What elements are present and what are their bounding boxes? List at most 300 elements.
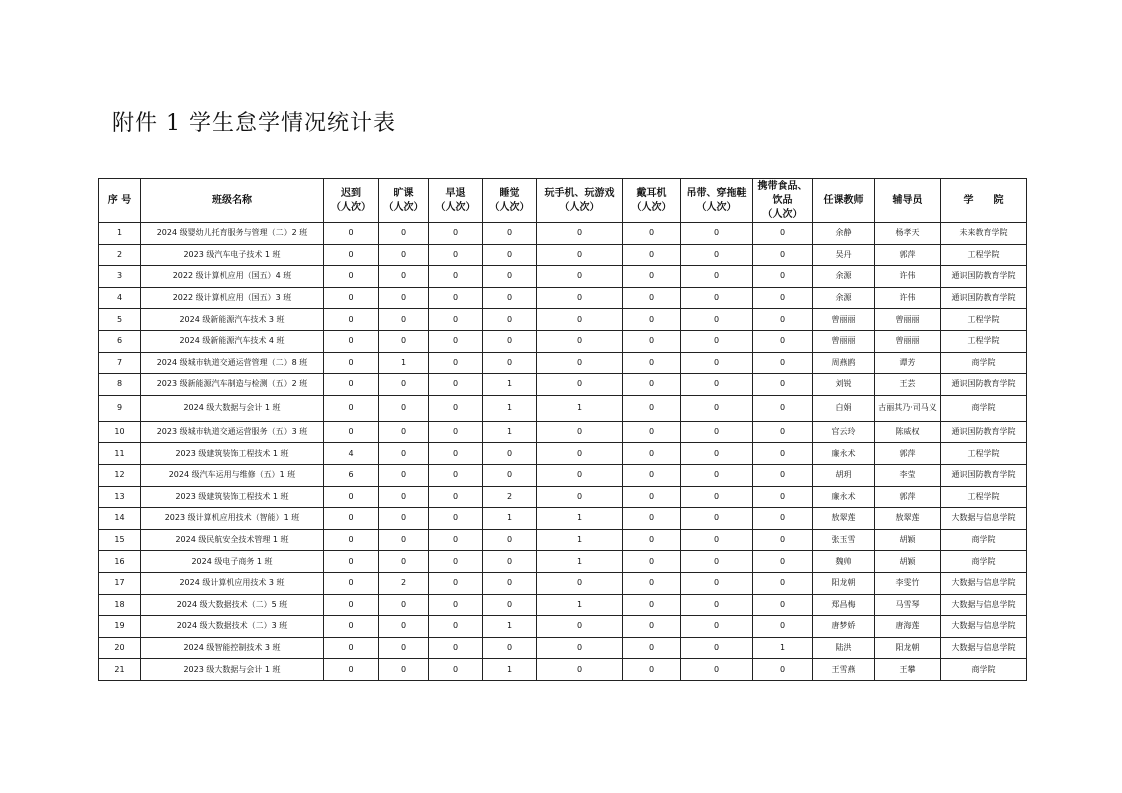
- cell-class-name: 2023 级新能源汽车制造与检测（五）2 班: [141, 374, 324, 396]
- cell-index: 21: [99, 659, 141, 681]
- cell-earphones: 0: [623, 529, 681, 551]
- cell-dress-slippers: 0: [681, 594, 753, 616]
- cell-early-leave: 0: [429, 594, 483, 616]
- cell-food-drink: 0: [753, 395, 813, 421]
- cell-late: 0: [324, 395, 379, 421]
- cell-absent: 0: [379, 223, 429, 245]
- cell-index: 6: [99, 330, 141, 352]
- table-row: [99, 223, 1027, 245]
- cell-late: 0: [324, 594, 379, 616]
- table-row: [99, 395, 1027, 421]
- table-row: [99, 529, 1027, 551]
- cell-teacher: 官云玲: [813, 421, 875, 443]
- cell-sleeping: 0: [483, 464, 537, 486]
- cell-earphones: 0: [623, 464, 681, 486]
- header-earphones: [623, 179, 681, 223]
- cell-dress-slippers: 0: [681, 330, 753, 352]
- cell-counselor: 马雪琴: [875, 594, 941, 616]
- cell-absent: 0: [379, 594, 429, 616]
- cell-dress-slippers: 0: [681, 374, 753, 396]
- cell-class-name: 2024 级婴幼儿托育服务与管理（二）2 班: [141, 223, 324, 245]
- cell-counselor: 郭萍: [875, 486, 941, 508]
- cell-teacher: 陆洪: [813, 637, 875, 659]
- cell-dress-slippers: 0: [681, 266, 753, 288]
- cell-late: 0: [324, 508, 379, 530]
- cell-earphones: 0: [623, 330, 681, 352]
- cell-food-drink: 0: [753, 309, 813, 331]
- cell-late: 0: [324, 352, 379, 374]
- header-label-line: 学 院: [963, 194, 1004, 206]
- cell-class-name: 2024 级大数据技术（二）3 班: [141, 616, 324, 638]
- cell-early-leave: 0: [429, 464, 483, 486]
- cell-absent: 0: [379, 464, 429, 486]
- cell-phone-games: 0: [537, 352, 623, 374]
- cell-food-drink: 0: [753, 352, 813, 374]
- cell-earphones: 0: [623, 508, 681, 530]
- cell-dress-slippers: 0: [681, 508, 753, 530]
- header-dress-slippers: [681, 179, 753, 223]
- cell-early-leave: 0: [429, 443, 483, 465]
- cell-food-drink: 0: [753, 244, 813, 266]
- cell-earphones: 0: [623, 352, 681, 374]
- table-row: [99, 352, 1027, 374]
- cell-absent: 0: [379, 266, 429, 288]
- table-row: [99, 572, 1027, 594]
- cell-dress-slippers: 0: [681, 443, 753, 465]
- cell-counselor: 王芸: [875, 374, 941, 396]
- cell-class-name: 2023 级建筑装饰工程技术 1 班: [141, 443, 324, 465]
- cell-counselor: 郭萍: [875, 244, 941, 266]
- cell-food-drink: 0: [753, 486, 813, 508]
- cell-earphones: 0: [623, 421, 681, 443]
- cell-earphones: 0: [623, 244, 681, 266]
- cell-college: 工程学院: [941, 309, 1027, 331]
- cell-sleeping: 1: [483, 659, 537, 681]
- cell-class-name: 2024 级汽车运用与维修（五）1 班: [141, 464, 324, 486]
- cell-earphones: 0: [623, 551, 681, 573]
- cell-teacher: 王雪燕: [813, 659, 875, 681]
- cell-counselor: 胡颖: [875, 551, 941, 573]
- cell-class-name: 2024 级城市轨道交通运营管理（二）8 班: [141, 352, 324, 374]
- cell-early-leave: 0: [429, 330, 483, 352]
- cell-sleeping: 0: [483, 244, 537, 266]
- cell-food-drink: 0: [753, 421, 813, 443]
- cell-class-name: 2022 级计算机应用（国五）3 班: [141, 287, 324, 309]
- cell-teacher: 张玉雪: [813, 529, 875, 551]
- cell-class-name: 2023 级城市轨道交通运营服务（五）3 班: [141, 421, 324, 443]
- cell-college: 通识国防教育学院: [941, 421, 1027, 443]
- cell-counselor: 李雯竹: [875, 572, 941, 594]
- cell-food-drink: 0: [753, 551, 813, 573]
- cell-teacher: 廉永术: [813, 443, 875, 465]
- cell-dress-slippers: 0: [681, 352, 753, 374]
- cell-late: 0: [324, 223, 379, 245]
- cell-college: 大数据与信息学院: [941, 508, 1027, 530]
- cell-absent: 0: [379, 309, 429, 331]
- cell-early-leave: 0: [429, 659, 483, 681]
- cell-phone-games: 0: [537, 464, 623, 486]
- cell-teacher: 魏帅: [813, 551, 875, 573]
- cell-phone-games: 0: [537, 659, 623, 681]
- cell-food-drink: 0: [753, 659, 813, 681]
- table-body: [99, 223, 1027, 681]
- cell-early-leave: 0: [429, 551, 483, 573]
- cell-counselor: 许伟: [875, 266, 941, 288]
- cell-sleeping: 0: [483, 443, 537, 465]
- cell-early-leave: 0: [429, 244, 483, 266]
- cell-food-drink: 0: [753, 594, 813, 616]
- cell-phone-games: 1: [537, 551, 623, 573]
- header-label-line: 睡觉: [499, 187, 520, 199]
- cell-college: 工程学院: [941, 443, 1027, 465]
- header-label-line: （人次）: [435, 201, 476, 213]
- cell-absent: 0: [379, 551, 429, 573]
- cell-college: 大数据与信息学院: [941, 572, 1027, 594]
- cell-phone-games: 0: [537, 309, 623, 331]
- cell-early-leave: 0: [429, 421, 483, 443]
- table-row: [99, 637, 1027, 659]
- cell-class-name: 2024 级新能源汽车技术 4 班: [141, 330, 324, 352]
- cell-sleeping: 0: [483, 594, 537, 616]
- cell-class-name: 2022 级计算机应用（国五）4 班: [141, 266, 324, 288]
- cell-index: 4: [99, 287, 141, 309]
- cell-index: 19: [99, 616, 141, 638]
- cell-college: 商学院: [941, 529, 1027, 551]
- table-row: [99, 309, 1027, 331]
- cell-sleeping: 1: [483, 395, 537, 421]
- header-label-line: （人次）: [696, 201, 737, 213]
- cell-teacher: 余源: [813, 266, 875, 288]
- cell-index: 3: [99, 266, 141, 288]
- cell-phone-games: 0: [537, 223, 623, 245]
- cell-teacher: 余静: [813, 223, 875, 245]
- cell-late: 0: [324, 551, 379, 573]
- cell-college: 通识国防教育学院: [941, 287, 1027, 309]
- cell-college: 通识国防教育学院: [941, 266, 1027, 288]
- cell-food-drink: 0: [753, 374, 813, 396]
- cell-teacher: 胡玥: [813, 464, 875, 486]
- header-early-leave: [429, 179, 483, 223]
- cell-earphones: 0: [623, 659, 681, 681]
- cell-sleeping: 1: [483, 421, 537, 443]
- cell-counselor: 古丽其乃·司马义: [875, 395, 941, 421]
- cell-earphones: 0: [623, 572, 681, 594]
- cell-dress-slippers: 0: [681, 486, 753, 508]
- table-header-row: [99, 179, 1027, 223]
- cell-counselor: 杨孝天: [875, 223, 941, 245]
- table-row: [99, 374, 1027, 396]
- table-row: [99, 287, 1027, 309]
- cell-phone-games: 0: [537, 244, 623, 266]
- cell-early-leave: 0: [429, 616, 483, 638]
- cell-dress-slippers: 0: [681, 572, 753, 594]
- cell-phone-games: 0: [537, 287, 623, 309]
- cell-counselor: 阳龙朝: [875, 637, 941, 659]
- cell-early-leave: 0: [429, 572, 483, 594]
- header-late: [324, 179, 379, 223]
- page-title: 附件 1 学生怠学情况统计表: [112, 111, 396, 136]
- cell-absent: 0: [379, 443, 429, 465]
- header-index: [99, 179, 141, 223]
- cell-phone-games: 0: [537, 374, 623, 396]
- cell-absent: 0: [379, 374, 429, 396]
- cell-class-name: 2024 级大数据技术（二）5 班: [141, 594, 324, 616]
- cell-food-drink: 0: [753, 508, 813, 530]
- cell-late: 0: [324, 659, 379, 681]
- cell-counselor: 王攀: [875, 659, 941, 681]
- cell-sleeping: 0: [483, 352, 537, 374]
- cell-earphones: 0: [623, 223, 681, 245]
- cell-sleeping: 1: [483, 508, 537, 530]
- table-row: [99, 659, 1027, 681]
- cell-class-name: 2023 级建筑装饰工程技术 1 班: [141, 486, 324, 508]
- table-row: [99, 551, 1027, 573]
- table-row: [99, 486, 1027, 508]
- cell-phone-games: 0: [537, 330, 623, 352]
- cell-index: 15: [99, 529, 141, 551]
- cell-index: 11: [99, 443, 141, 465]
- header-label-line: 戴耳机: [636, 187, 667, 199]
- cell-teacher: 周燕鸥: [813, 352, 875, 374]
- cell-index: 7: [99, 352, 141, 374]
- table-row: [99, 443, 1027, 465]
- cell-counselor: 许伟: [875, 287, 941, 309]
- cell-early-leave: 0: [429, 352, 483, 374]
- cell-earphones: 0: [623, 309, 681, 331]
- cell-teacher: 白娟: [813, 395, 875, 421]
- cell-dress-slippers: 0: [681, 244, 753, 266]
- header-label-line: （人次）: [383, 201, 424, 213]
- cell-counselor: 陈威权: [875, 421, 941, 443]
- cell-late: 0: [324, 637, 379, 659]
- cell-earphones: 0: [623, 395, 681, 421]
- cell-class-name: 2024 级大数据与会计 1 班: [141, 395, 324, 421]
- header-label-line: （人次）: [559, 201, 600, 213]
- cell-absent: 0: [379, 287, 429, 309]
- cell-absent: 0: [379, 508, 429, 530]
- cell-phone-games: 0: [537, 421, 623, 443]
- cell-index: 9: [99, 395, 141, 421]
- cell-teacher: 廉永术: [813, 486, 875, 508]
- header-label-line: （人次）: [331, 201, 371, 213]
- cell-index: 20: [99, 637, 141, 659]
- cell-class-name: 2024 级计算机应用技术 3 班: [141, 572, 324, 594]
- table-row: [99, 616, 1027, 638]
- cell-absent: 0: [379, 616, 429, 638]
- cell-absent: 2: [379, 572, 429, 594]
- cell-early-leave: 0: [429, 395, 483, 421]
- cell-sleeping: 0: [483, 309, 537, 331]
- cell-sleeping: 0: [483, 572, 537, 594]
- cell-counselor: 李莹: [875, 464, 941, 486]
- cell-early-leave: 0: [429, 266, 483, 288]
- table-row: [99, 421, 1027, 443]
- cell-index: 16: [99, 551, 141, 573]
- cell-food-drink: 0: [753, 443, 813, 465]
- cell-early-leave: 0: [429, 223, 483, 245]
- cell-late: 0: [324, 572, 379, 594]
- cell-dress-slippers: 0: [681, 529, 753, 551]
- cell-counselor: 唐海莲: [875, 616, 941, 638]
- cell-index: 2: [99, 244, 141, 266]
- header-food-drink: [753, 179, 813, 223]
- cell-food-drink: 0: [753, 266, 813, 288]
- cell-teacher: 唐梦娇: [813, 616, 875, 638]
- cell-phone-games: 1: [537, 508, 623, 530]
- cell-phone-games: 0: [537, 637, 623, 659]
- cell-counselor: 敖翠莲: [875, 508, 941, 530]
- cell-college: 商学院: [941, 352, 1027, 374]
- cell-food-drink: 0: [753, 529, 813, 551]
- header-label-line: 序 号: [107, 194, 132, 206]
- cell-earphones: 0: [623, 637, 681, 659]
- cell-dress-slippers: 0: [681, 287, 753, 309]
- header-label-line: （人次）: [762, 208, 803, 220]
- cell-dress-slippers: 0: [681, 551, 753, 573]
- cell-earphones: 0: [623, 374, 681, 396]
- cell-index: 18: [99, 594, 141, 616]
- cell-early-leave: 0: [429, 309, 483, 331]
- header-phone-games: [537, 179, 623, 223]
- cell-college: 通识国防教育学院: [941, 374, 1027, 396]
- cell-class-name: 2023 级汽车电子技术 1 班: [141, 244, 324, 266]
- cell-counselor: 曾丽丽: [875, 330, 941, 352]
- table-row: [99, 594, 1027, 616]
- table-row: [99, 330, 1027, 352]
- cell-dress-slippers: 0: [681, 395, 753, 421]
- cell-teacher: 曾丽丽: [813, 330, 875, 352]
- header-counselor: [875, 179, 941, 223]
- cell-earphones: 0: [623, 616, 681, 638]
- cell-early-leave: 0: [429, 486, 483, 508]
- cell-college: 未来教育学院: [941, 223, 1027, 245]
- cell-sleeping: 0: [483, 551, 537, 573]
- header-teacher: [813, 179, 875, 223]
- cell-index: 1: [99, 223, 141, 245]
- cell-earphones: 0: [623, 266, 681, 288]
- cell-dress-slippers: 0: [681, 309, 753, 331]
- cell-late: 4: [324, 443, 379, 465]
- cell-early-leave: 0: [429, 374, 483, 396]
- cell-late: 0: [324, 421, 379, 443]
- table-row: [99, 244, 1027, 266]
- cell-sleeping: 0: [483, 529, 537, 551]
- cell-late: 0: [324, 309, 379, 331]
- cell-absent: 0: [379, 529, 429, 551]
- cell-index: 8: [99, 374, 141, 396]
- cell-sleeping: 0: [483, 223, 537, 245]
- header-label-line: 早退: [445, 187, 466, 199]
- cell-food-drink: 0: [753, 572, 813, 594]
- cell-sleeping: 0: [483, 266, 537, 288]
- header-label-line: 吊带、穿拖鞋: [686, 187, 747, 199]
- cell-class-name: 2024 级电子商务 1 班: [141, 551, 324, 573]
- cell-teacher: 敖翠莲: [813, 508, 875, 530]
- cell-sleeping: 0: [483, 637, 537, 659]
- cell-index: 14: [99, 508, 141, 530]
- cell-class-name: 2024 级新能源汽车技术 3 班: [141, 309, 324, 331]
- table-row: [99, 464, 1027, 486]
- cell-phone-games: 1: [537, 594, 623, 616]
- cell-late: 0: [324, 529, 379, 551]
- table-row: [99, 266, 1027, 288]
- cell-dress-slippers: 0: [681, 637, 753, 659]
- header-college: [941, 179, 1027, 223]
- cell-dress-slippers: 0: [681, 464, 753, 486]
- cell-college: 大数据与信息学院: [941, 637, 1027, 659]
- cell-absent: 0: [379, 637, 429, 659]
- cell-index: 10: [99, 421, 141, 443]
- cell-late: 6: [324, 464, 379, 486]
- cell-phone-games: 0: [537, 443, 623, 465]
- cell-earphones: 0: [623, 486, 681, 508]
- cell-counselor: 郭萍: [875, 443, 941, 465]
- cell-food-drink: 1: [753, 637, 813, 659]
- cell-late: 0: [324, 330, 379, 352]
- cell-teacher: 吴丹: [813, 244, 875, 266]
- cell-phone-games: 0: [537, 266, 623, 288]
- cell-dress-slippers: 0: [681, 659, 753, 681]
- cell-late: 0: [324, 287, 379, 309]
- cell-absent: 0: [379, 395, 429, 421]
- statistics-table: [98, 178, 1027, 681]
- cell-absent: 1: [379, 352, 429, 374]
- cell-dress-slippers: 0: [681, 616, 753, 638]
- cell-teacher: 曾丽丽: [813, 309, 875, 331]
- cell-late: 0: [324, 266, 379, 288]
- cell-dress-slippers: 0: [681, 421, 753, 443]
- cell-absent: 0: [379, 421, 429, 443]
- cell-index: 5: [99, 309, 141, 331]
- cell-teacher: 刘锐: [813, 374, 875, 396]
- cell-late: 0: [324, 374, 379, 396]
- cell-college: 工程学院: [941, 244, 1027, 266]
- cell-college: 商学院: [941, 659, 1027, 681]
- cell-teacher: 郑昌梅: [813, 594, 875, 616]
- cell-college: 工程学院: [941, 486, 1027, 508]
- header-label-line: 旷课: [393, 187, 414, 199]
- cell-phone-games: 0: [537, 486, 623, 508]
- cell-phone-games: 0: [537, 616, 623, 638]
- cell-teacher: 余源: [813, 287, 875, 309]
- cell-class-name: 2023 级计算机应用技术（智能）1 班: [141, 508, 324, 530]
- cell-phone-games: 1: [537, 529, 623, 551]
- cell-late: 0: [324, 616, 379, 638]
- cell-college: 工程学院: [941, 330, 1027, 352]
- header-label-line: 饮品: [772, 194, 793, 206]
- header-label-line: 迟到: [341, 187, 361, 199]
- header-label-line: （人次）: [489, 201, 530, 213]
- cell-food-drink: 0: [753, 287, 813, 309]
- cell-college: 商学院: [941, 551, 1027, 573]
- header-sleeping: [483, 179, 537, 223]
- cell-class-name: 2023 级大数据与会计 1 班: [141, 659, 324, 681]
- cell-late: 0: [324, 486, 379, 508]
- cell-counselor: 胡颖: [875, 529, 941, 551]
- header-label-line: 任课教师: [823, 194, 864, 206]
- cell-food-drink: 0: [753, 464, 813, 486]
- cell-earphones: 0: [623, 594, 681, 616]
- cell-class-name: 2024 级智能控制技术 3 班: [141, 637, 324, 659]
- header-label-line: 辅导员: [892, 194, 923, 206]
- cell-late: 0: [324, 244, 379, 266]
- header-label-line: 携带食品、: [757, 180, 808, 192]
- header-label-line: 玩手机、玩游戏: [544, 187, 615, 199]
- cell-phone-games: 1: [537, 395, 623, 421]
- cell-early-leave: 0: [429, 508, 483, 530]
- cell-college: 通识国防教育学院: [941, 464, 1027, 486]
- cell-food-drink: 0: [753, 330, 813, 352]
